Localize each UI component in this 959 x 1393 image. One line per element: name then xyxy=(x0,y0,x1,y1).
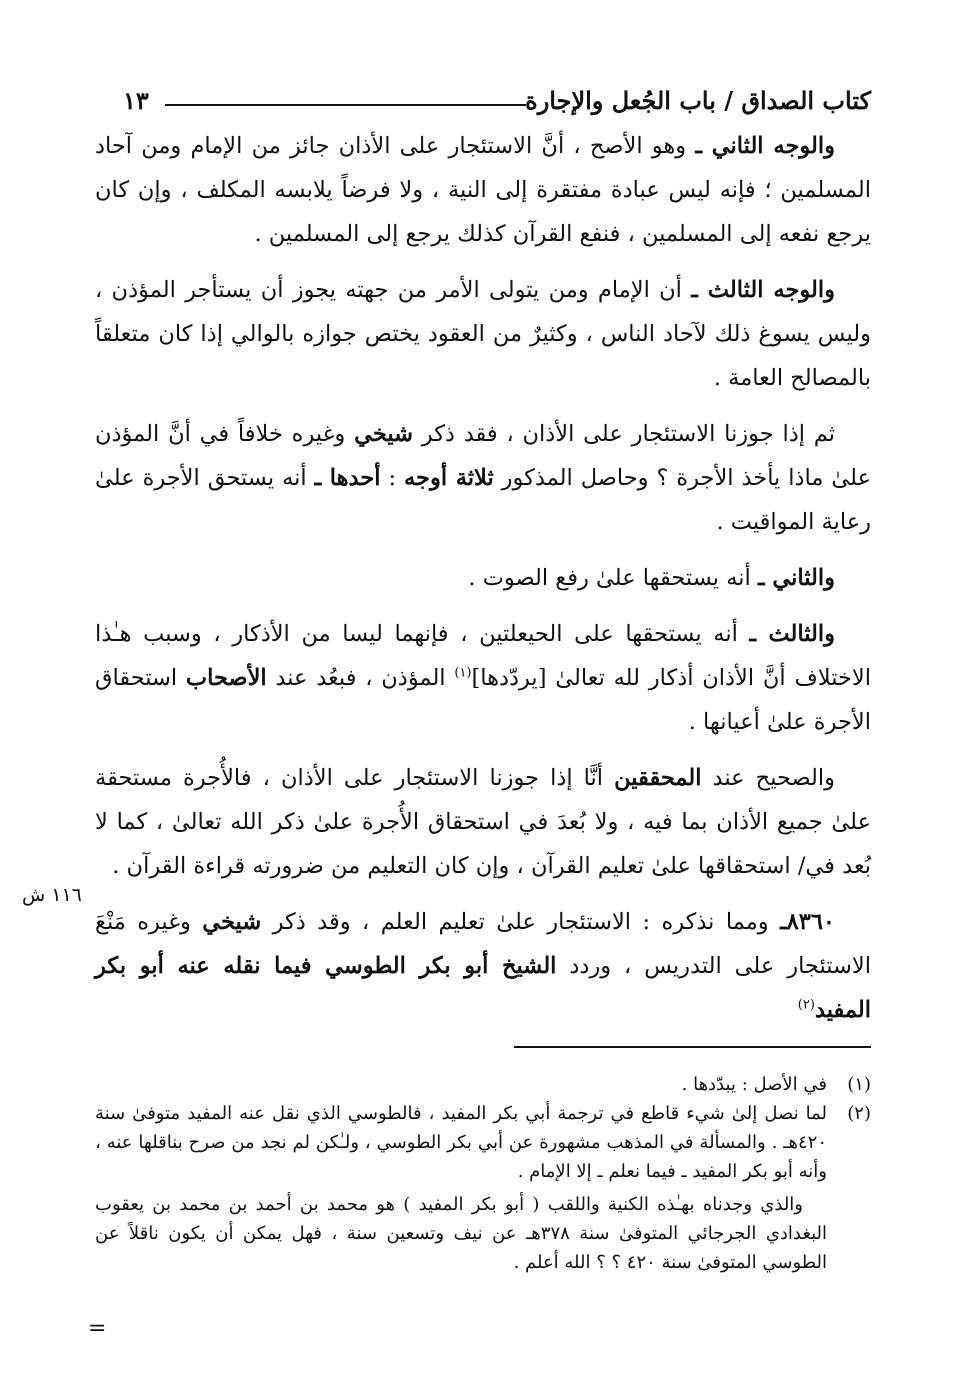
paragraph-third-aspect xyxy=(95,268,871,400)
book-page xyxy=(95,82,871,1044)
bold-term: المحققين xyxy=(614,765,702,791)
paragraph-lead: والثالث ـ xyxy=(749,621,835,647)
footnote-separator xyxy=(514,1046,871,1048)
text-run: وغيره مَنْعَ الاستئجار على التدريس ، وردد xyxy=(95,909,871,979)
text-run: ثم إذا جوزنا الاستئجار على الأذان ، فقد ذكر xyxy=(413,421,835,447)
paragraph-second-aspect xyxy=(95,124,871,256)
footnote-text: في الأصل : يبدّدها . xyxy=(681,1074,827,1095)
text-run: وغيره خلافاً في أنَّ المؤذن علىٰ ماذا يأخذ الأجرة ؟ وحاصل المذكور xyxy=(95,421,872,491)
bold-term: ثلاثة أوجه xyxy=(403,465,494,491)
header-rule xyxy=(165,104,526,106)
text-run: أنَّا إذا جوزنا الاستئجار على الأذان ، فالأُجرة مستحقة علىٰ جميع الأذان بما فيه ، ولا بُعدَ في استحقاق الأُجرة علىٰ ذكر الله تعالىٰ ، كما لا بُعد في/ استحقاقها علىٰ تعليم القرآن ، وإن كان التعليم من ضرورته قراءة القرآن . xyxy=(95,765,871,879)
bold-term: شيخي xyxy=(354,421,413,447)
bold-term: الشيخ أبو بكر الطوسي فيما نقله عنه أبو بكر المفيد xyxy=(95,953,871,1023)
paragraph-text: أن الإمام ومن يتولى الأمر من جهته يجوز أن يستأجر المؤذن ، وليس يسوغ ذلك لآحاد الناس ، وكثيرٌ من العقود يختص جوازه بالوالي إذا كان متعلقاً بالمصالح العامة . xyxy=(95,277,871,391)
paragraph-wage-basis xyxy=(95,412,871,544)
bold-term: الأصحاب xyxy=(185,665,267,691)
footnotes xyxy=(95,1070,871,1277)
footnote-2-continuation xyxy=(95,1190,871,1277)
text-run: استحقاق الأجرة علىٰ أعيانها . xyxy=(95,665,871,735)
paragraph-third-view xyxy=(95,612,871,744)
footnote-text: لما نصل إلىٰ شيء قاطع في ترجمة أبي بكر المفيد ، فالطوسي الذي نقل عنه المفيد متوفىٰ سنة ٤٢٠هـ . والمسألة في المذهب مشهورة عن أبي بكر الطوسي ، ولـٰكن لم نجد من صرح بناقلها عنه ، وأنه أبو بكر المفيد ـ فيما نعلم ـ إلا الإمام . xyxy=(95,1103,827,1182)
header-title: كتاب الصداق / باب الجُعل والإجارة xyxy=(525,86,871,115)
paragraph-8360 xyxy=(95,900,871,1032)
paragraph-text: أنه يستحقها علىٰ رفع الصوت . xyxy=(468,565,758,591)
text-run: ومما نذكره : الاستئجار علىٰ تعليم العلم ، وقد ذكر xyxy=(261,909,781,935)
footnote-2 xyxy=(95,1099,871,1186)
continuation-mark: = xyxy=(88,1316,107,1341)
paragraph-second-view xyxy=(95,556,871,600)
bold-term: شيخي xyxy=(202,909,262,935)
footnote-number: (١) xyxy=(847,1074,871,1095)
text-run: : xyxy=(380,465,404,491)
paragraph-lead: والثاني ـ xyxy=(757,565,835,591)
paragraph-correct-view xyxy=(95,756,871,888)
bold-term: أحدها ـ xyxy=(314,465,381,491)
paragraph-lead: والوجه الثاني ـ xyxy=(695,133,835,159)
paragraph-text: وهو الأصح ، أنَّ الاستئجار على الأذان جائز من الإمام ومن آحاد المسلمين ؛ فإنه ليس عبادة مفتقرة إلى النية ، ولا فرضاً يلابسه المكلف ، وإن كان يرجع نفعه إلى المسلمين ، فنفع القرآن كذلك يرجع إلى المسلمين . xyxy=(95,133,871,247)
page-number: ١٣ xyxy=(123,86,149,115)
running-header xyxy=(95,82,871,124)
text-run: أنه يستحقها على الحيعلتين ، فإنهما ليسا من الأذكار ، وسبب هـٰذا الاختلاف أنَّ الأذان أذكار لله تعالىٰ [يردّدها] xyxy=(95,621,871,691)
text-run: أنه يستحق الأجرة علىٰ رعاية المواقيت . xyxy=(95,465,871,535)
footnote-1 xyxy=(95,1070,871,1099)
section-number: ٨٣٦٠ـ xyxy=(780,909,835,935)
footnote-number: (٢) xyxy=(847,1103,871,1124)
margin-note: ١١٦ ش xyxy=(22,884,82,906)
footnote-marker: (١) xyxy=(454,665,472,681)
text-run: المؤذن ، فبعُد عند xyxy=(266,665,455,691)
footnote-marker: (٢) xyxy=(797,997,815,1013)
paragraph-lead: والوجه الثالث ـ xyxy=(691,277,835,303)
footnote-text: والذي وجدناه بهـٰذه الكنية واللقب ( أبو بكر المفيد ) هو محمد بن أحمد بن محمد بن يعقوب البغدادي الجرجائي المتوفىٰ سنة ٣٧٨هـ عن نيف وتسعين سنة ، فهل يمكن أن يكون ناقلاً عن الطوسي المتوفىٰ سنة ٤٢٠ ؟ ؟ الله أعلم . xyxy=(95,1194,827,1273)
text-run: والصحيح عند xyxy=(701,765,835,791)
